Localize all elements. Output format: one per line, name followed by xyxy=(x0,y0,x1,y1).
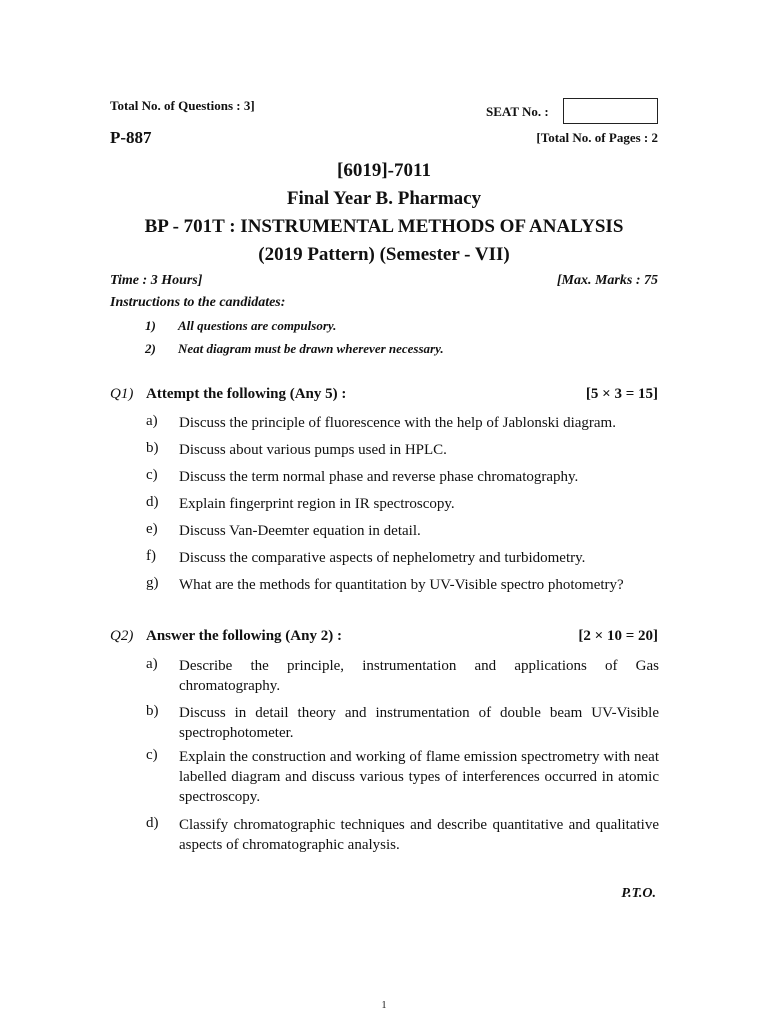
option-label: c) xyxy=(146,747,158,763)
please-turn-over: P.T.O. xyxy=(621,886,656,901)
option-text: Explain fingerprint region in IR spectroscopy. xyxy=(179,496,455,512)
option-text: Explain the construction and working of flame emission spectrometry with neat labelled diagram and discuss various types of interferences occurred in atomic spectroscopy. xyxy=(179,749,659,805)
seat-number-box[interactable] xyxy=(563,98,658,124)
page-number: 1 xyxy=(381,1000,387,1011)
option-text: Discuss about various pumps used in HPLC. xyxy=(179,442,447,458)
question-number: Q2) xyxy=(110,628,134,644)
exam-code: [6019]-7011 xyxy=(337,160,431,181)
option-label: a) xyxy=(146,413,158,429)
pattern-semester: (2019 Pattern) (Semester - VII) xyxy=(258,244,510,265)
option-label: f) xyxy=(146,548,156,564)
total-pages: [Total No. of Pages : 2 xyxy=(536,130,658,145)
option-label: g) xyxy=(146,575,159,591)
question-title: Answer the following (Any 2) : xyxy=(146,628,342,644)
option-label: b) xyxy=(146,440,159,456)
question-marks: [5 × 3 = 15] xyxy=(585,386,658,402)
course-year-title: Final Year B. Pharmacy xyxy=(286,188,482,209)
total-questions: Total No. of Questions : 3] xyxy=(110,98,255,113)
question-title: Attempt the following (Any 5) : xyxy=(146,386,347,402)
max-marks: [Max. Marks : 75 xyxy=(556,273,658,288)
option-text: Discuss the comparative aspects of nephelometry and turbidometry. xyxy=(179,550,586,566)
option-label: b) xyxy=(146,703,159,719)
option-text: Classify chromatographic techniques and describe quantitative and qualitative aspects of chromatographic analysis. xyxy=(179,817,659,853)
option-label: a) xyxy=(146,656,158,672)
option-text: Describe the principle, instrumentation and applications of Gas chromatography. xyxy=(179,658,659,694)
instruction-number: 1) xyxy=(145,318,156,333)
option-label: c) xyxy=(146,467,158,483)
question-marks: [2 × 10 = 20] xyxy=(578,628,658,644)
option-text: What are the methods for quantitation by UV-Visible spectro photometry? xyxy=(179,577,624,593)
subject-title: BP - 701T : INSTRUMENTAL METHODS OF ANALYSIS xyxy=(144,216,624,237)
instructions-heading: Instructions to the candidates: xyxy=(110,295,286,310)
option-text: Discuss the term normal phase and reverse phase chromatography. xyxy=(179,469,579,485)
option-text: Discuss in detail theory and instrumentation of double beam UV-Visible spectrophotometer. xyxy=(179,705,659,741)
option-text: Discuss the principle of fluorescence with the help of Jablonski diagram. xyxy=(179,415,616,431)
option-label: d) xyxy=(146,494,159,510)
instruction-number: 2) xyxy=(145,341,156,356)
paper-code: P-887 xyxy=(110,128,152,147)
option-label: d) xyxy=(146,815,159,831)
question-number: Q1) xyxy=(110,386,134,402)
option-label: e) xyxy=(146,521,158,537)
time-allowed: Time : 3 Hours] xyxy=(110,273,203,288)
seat-number-label: SEAT No. : xyxy=(486,104,549,119)
instruction-text: All questions are compulsory. xyxy=(178,318,337,333)
instruction-text: Neat diagram must be drawn wherever necessary. xyxy=(178,341,444,356)
option-text: Discuss Van-Deemter equation in detail. xyxy=(179,523,421,539)
